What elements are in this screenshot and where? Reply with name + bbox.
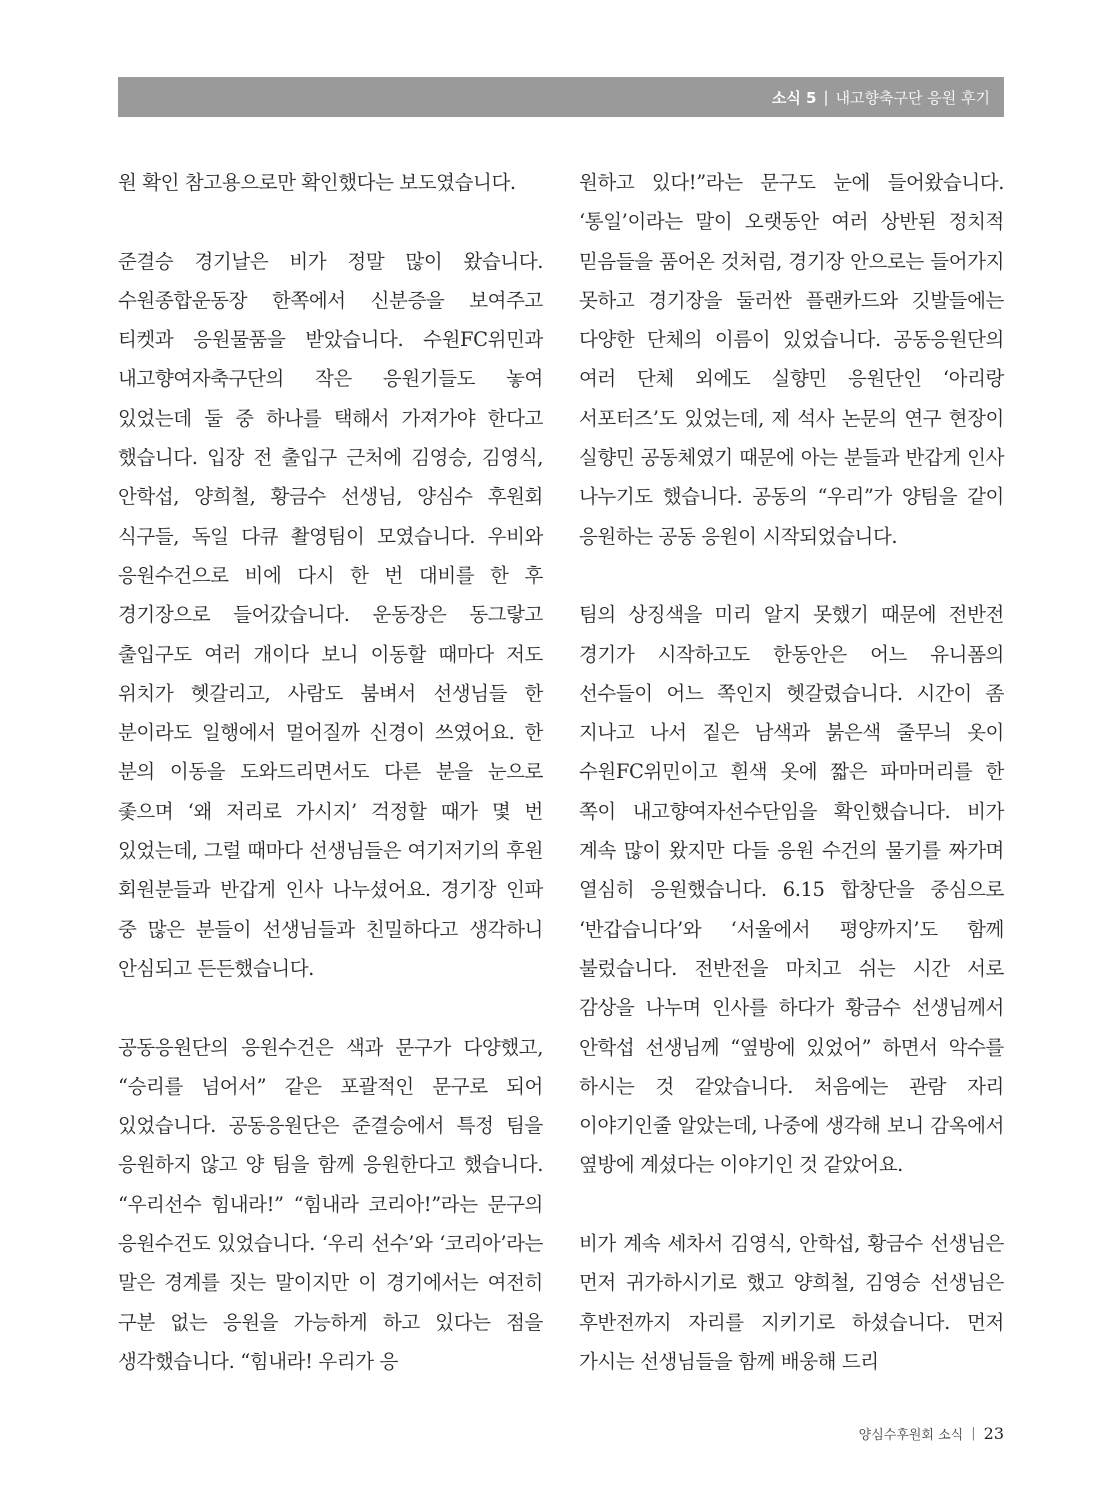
paragraph: 원하고 있다!”라는 문구도 눈에 들어왔습니다. ‘통일’이라는 말이 오랫동안 여러 상반된 정치적 믿음들을 품어온 것처럼, 경기장 안으로는 들어가지 못하고 경기장을 둘러싼 플랜카드와 깃발들에는 다양한 단체의 이름이 있었습니다. 공동응원단의 여러 단체 외에도 실향민 응원단인 ‘아리랑 서포터즈’도 있었는데, 제 석사 논문의 연구 현장이 실향민 공동체였기 때문에 아는 분들과 반갑게 인사 나누기도 했습니다. 공동의 “우리”가 양팀을 같이 응원하는 공동 응원이 시작되었습니다.: [579, 171, 1004, 548]
paragraph: 비가 계속 세차서 김영식, 안학섭, 황금수 선생님은 먼저 귀가하시기로 했고 양희철, 김영승 선생님은 후반전까지 자리를 지키기로 하셨습니다. 먼저 가시는 선생님들을 함께 배웅해 드리: [579, 1232, 1004, 1373]
page-number: 23: [983, 1424, 1004, 1443]
header-separator: |: [823, 88, 829, 106]
right-column: [579, 163, 1004, 1381]
footer-separator: |: [971, 1426, 976, 1441]
paragraph: 준결승 경기날은 비가 정말 많이 왔습니다. 수원종합운동장 한쪽에서 신분증을 보여주고 티켓과 응원물품을 받았습니다. 수원FC위민과 내고향여자축구단의 작은 응원기들도 놓여 있었는데 둘 중 하나를 택해서 가져가야 한다고 했습니다. 입장 전 출입구 근처에 김영승, 김영식, 안학섭, 양희철, 황금수 선생님, 양심수 후원회 식구들, 독일 다큐 촬영팀이 모였습니다. 우비와 응원수건으로 비에 다시 한 번 대비를 한 후 경기장으로 들어갔습니다. 운동장은 동그랗고 출입구도 여러 개이다 보니 이동할 때마다 저도 위치가 헷갈리고, 사람도 붐벼서 선생님들 한 분이라도 일행에서 멀어질까 신경이 쓰였어요. 한 분의 이동을 도와드리면서도 다른 분을 눈으로 좇으며 ‘왜 저리로 가시지’ 걱정할 때가 몇 번 있었는데, 그럴 때마다 선생님들은 여기저기의 후원 회원분들과 반갑게 인사 나누셨어요. 경기장 인파 중 많은 분들이 선생님들과 친밀하다고 생각하니 안심되고 든든했습니다.: [118, 249, 543, 980]
section-label: 소식 5: [771, 88, 817, 107]
paragraph: 공동응원단의 응원수건은 색과 문구가 다양했고, “승리를 넘어서” 같은 포괄적인 문구로 되어 있었습니다. 공동응원단은 준결승에서 특정 팀을 응원하지 않고 양 팀을 함께 응원한다고 했습니다. “우리선수 힘내라!” “힘내라 코리아!”라는 문구의 응원수건도 있었습니다. ‘우리 선수’와 ‘코리아’라는 말은 경계를 짓는 말이지만 이 경기에서는 여전히 구분 없는 응원을 가능하게 하고 있다는 점을 생각했습니다. “힘내라! 우리가 응: [118, 1035, 543, 1373]
left-column: [118, 163, 543, 1381]
paragraph: 원 확인 참고용으로만 확인했다는 보도였습니다.: [118, 171, 516, 194]
section-title: 내고향축구단 응원 후기: [835, 88, 990, 107]
publication-name: 양심수후원회 소식: [858, 1428, 964, 1443]
section-header-bar: [118, 77, 1004, 117]
page-footer: [859, 1424, 1004, 1443]
paragraph: 팀의 상징색을 미리 알지 못했기 때문에 전반전 경기가 시작하고도 한동안은 어느 유니폼의 선수들이 어느 쪽인지 헷갈렸습니다. 시간이 좀 지나고 나서 짙은 남색과 붉은색 줄무늬 옷이 수원FC위민이고 흰색 옷에 짧은 파마머리를 한 쪽이 내고향여자선수단임을 확인했습니다. 비가 계속 많이 왔지만 다들 응원 수건의 물기를 짜가며 열심히 응원했습니다. 6.15 합창단을 중심으로 ‘반갑습니다’와 ‘서울에서 평양까지’도 함께 불렀습니다. 전반전을 마치고 쉬는 시간 서로 감상을 나누며 인사를 하다가 황금수 선생님께서 안학섭 선생님께 “옆방에 있었어” 하면서 악수를 하시는 것 같았습니다. 처음에는 관람 자리 이야기인줄 알았는데, 나중에 생각해 보니 감옥에서 옆방에 계셨다는 이야기인 것 같았어요.: [579, 603, 1004, 1177]
